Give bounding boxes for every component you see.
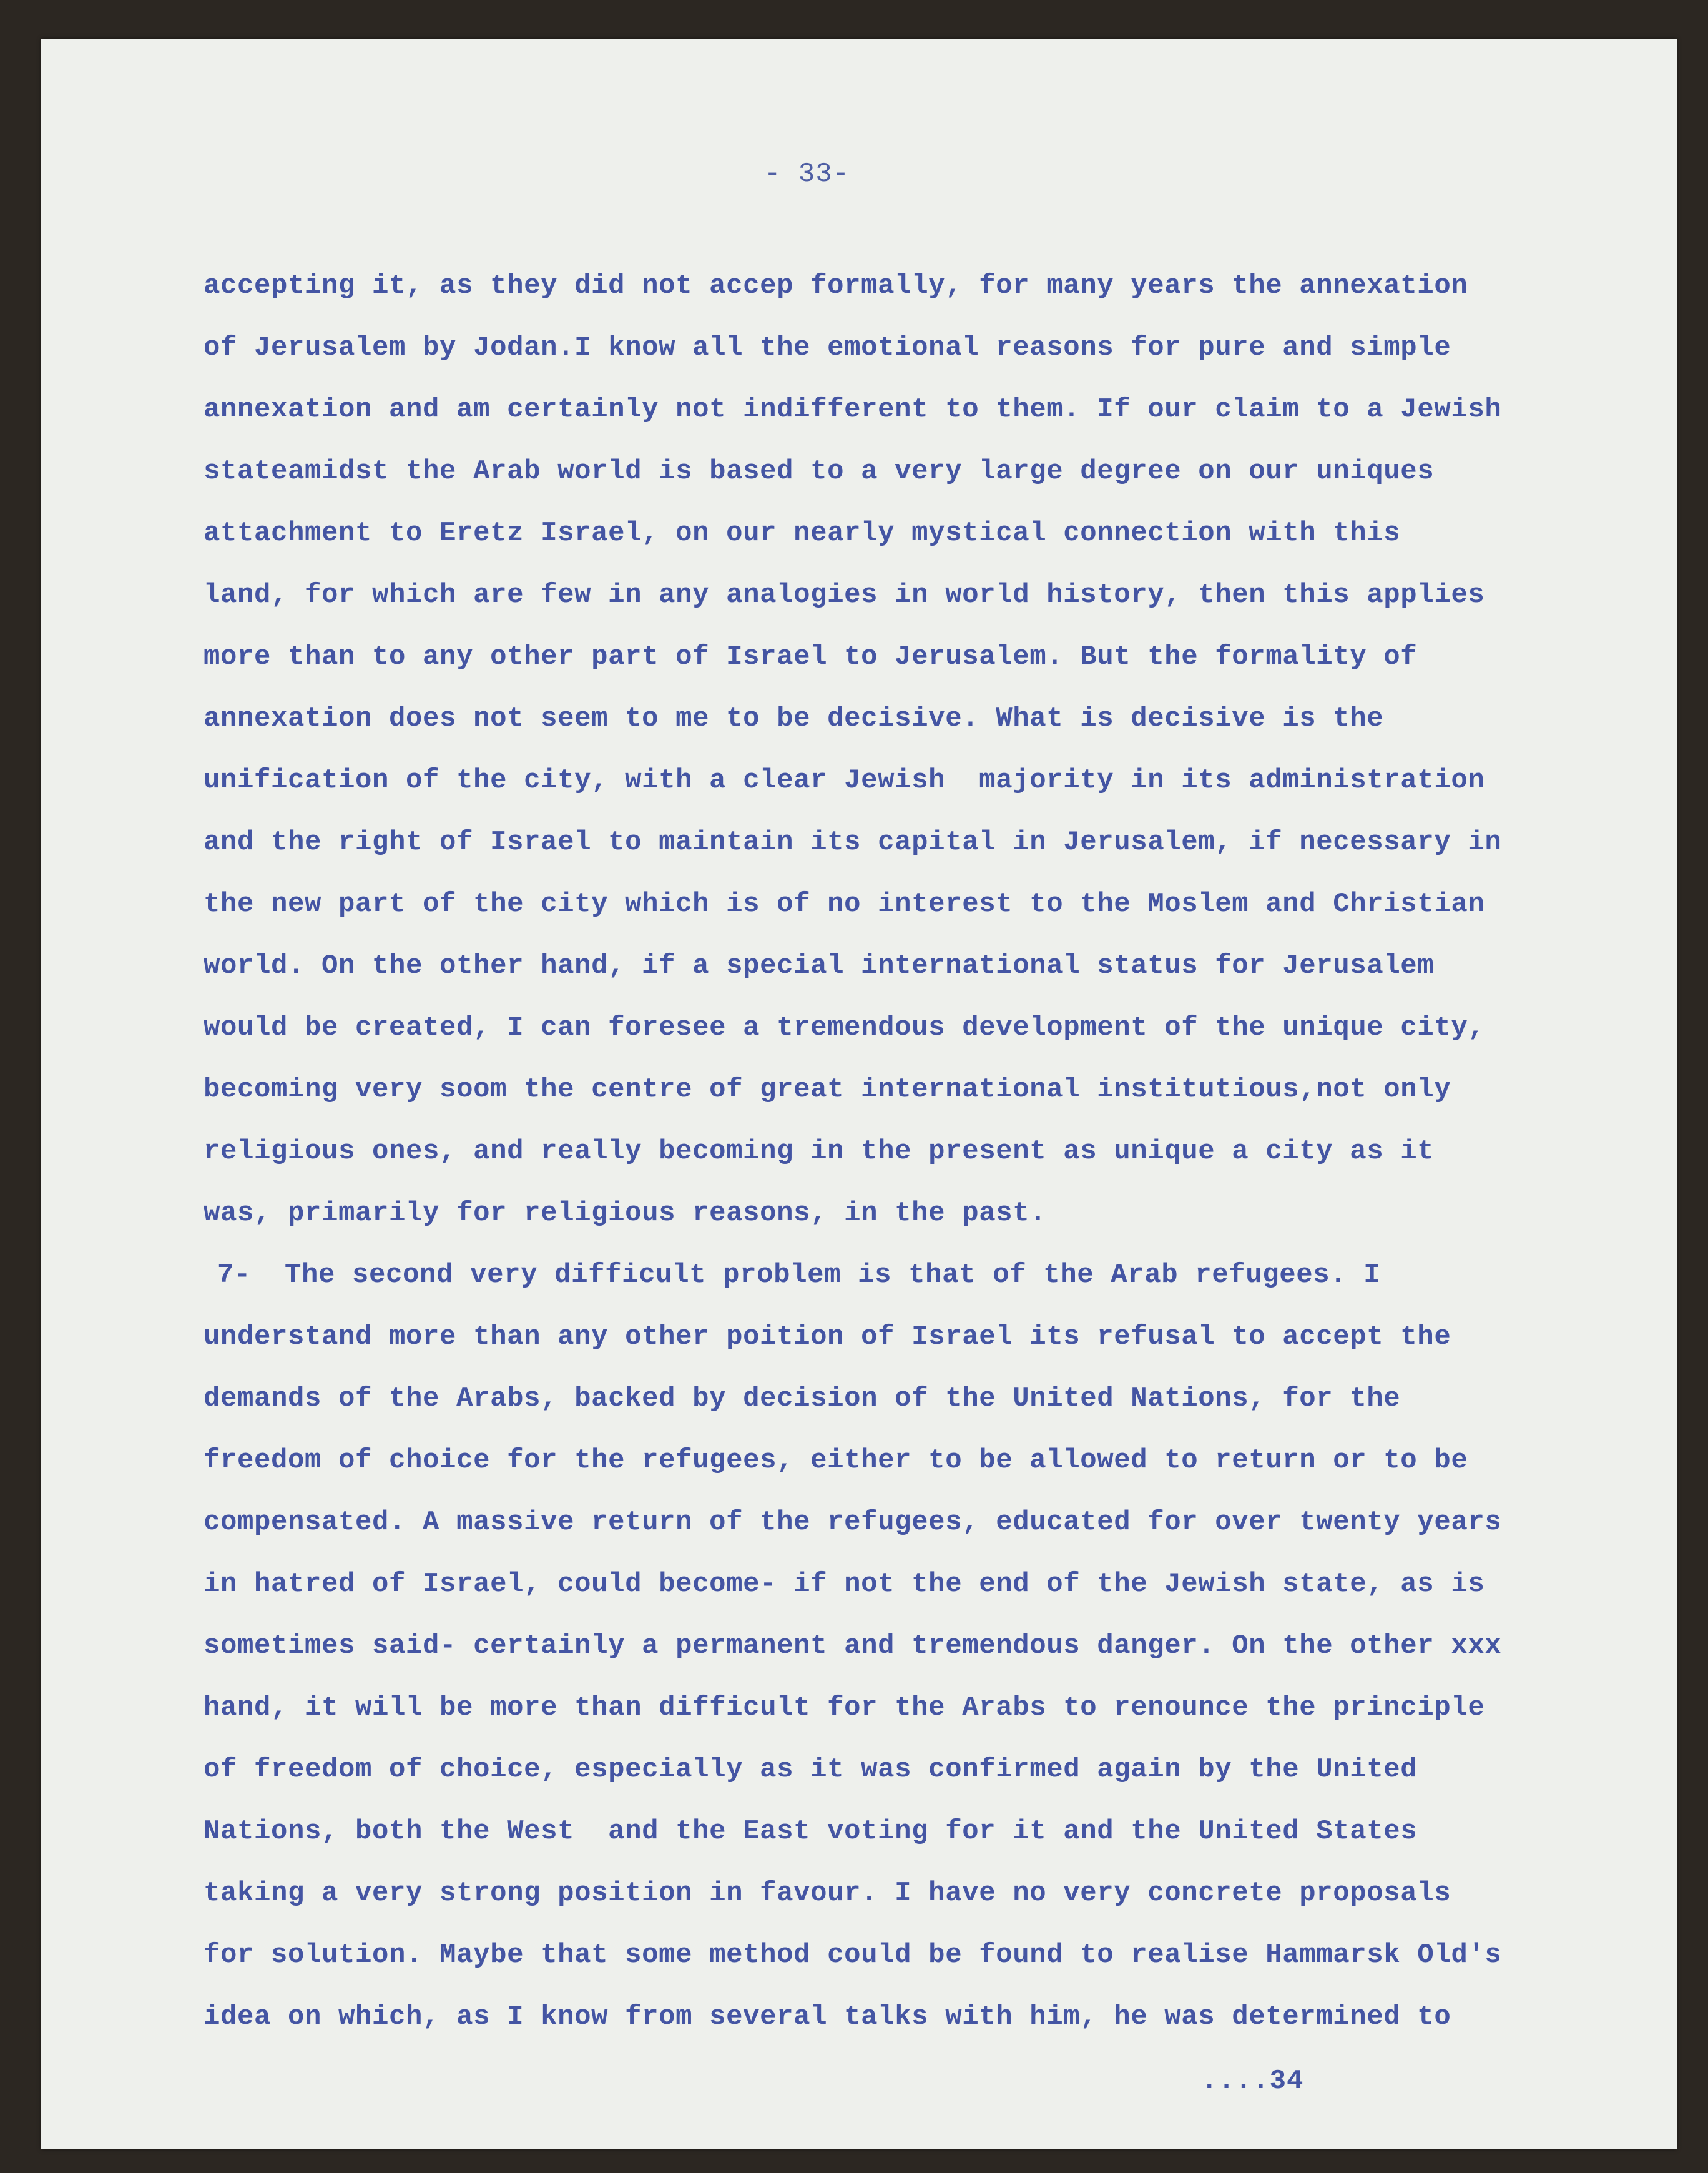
text-line: was, primarily for religious reasons, in the past. xyxy=(204,1198,1047,1229)
text-line: for solution. Maybe that some method could be found to realise Hammarsk Old's xyxy=(204,1939,1502,1971)
text-line: annexation and am certainly not indifferent to them. If our claim to a Jewish xyxy=(204,394,1502,425)
document-page xyxy=(41,39,1677,2149)
text-line: annexation does not seem to me to be decisive. What is decisive is the xyxy=(204,703,1384,734)
text-line: understand more than any other poition of Israel its refusal to accept the xyxy=(204,1321,1451,1353)
text-line: sometimes said- certainly a permanent and tremendous danger. On the other xxx xyxy=(204,1630,1502,1662)
text-line: attachment to Eretz Israel, on our nearly mystical connection with this xyxy=(204,518,1401,549)
text-line: land, for which are few in any analogies in world history, then this applies xyxy=(204,579,1485,611)
text-line: idea on which, as I know from several talks with him, he was determined to xyxy=(204,2001,1451,2033)
text-line: freedom of choice for the refugees, either to be allowed to return or to be xyxy=(204,1445,1468,1476)
text-line: compensated. A massive return of the refugees, educated for over twenty years xyxy=(204,1507,1502,1538)
text-line: demands of the Arabs, backed by decision of the United Nations, for the xyxy=(204,1383,1401,1414)
text-line: hand, it will be more than difficult for the Arabs to renounce the principle xyxy=(204,1692,1485,1723)
text-line: stateamidst the Arab world is based to a very large degree on our uniques xyxy=(204,456,1435,487)
text-line: unification of the city, with a clear Jewish majority in its administration xyxy=(204,765,1485,796)
text-line: the new part of the city which is of no interest to the Moslem and Christian xyxy=(204,889,1485,920)
typewritten-body xyxy=(204,255,1677,2048)
text-line: world. On the other hand, if a special international status for Jerusalem xyxy=(204,950,1435,982)
text-line: of freedom of choice, especially as it was confirmed again by the United xyxy=(204,1754,1418,1785)
text-line: taking a very strong position in favour. I have no very concrete proposals xyxy=(204,1878,1451,1909)
text-line: Nations, both the West and the East voting for it and the United States xyxy=(204,1816,1418,1847)
text-line: more than to any other part of Israel to Jerusalem. But the formality of xyxy=(204,641,1418,673)
text-line: of Jerusalem by Jodan.I know all the emotional reasons for pure and simple xyxy=(204,332,1451,363)
text-line: accepting it, as they did not accep formally, for many years the annexation xyxy=(204,270,1468,302)
text-line: becoming very soom the centre of great international institutious,not only xyxy=(204,1074,1451,1105)
text-line: would be created, I can foresee a tremendous development of the unique city, xyxy=(204,1012,1485,1043)
text-line: religious ones, and really becoming in the present as unique a city as it xyxy=(204,1136,1435,1167)
continuation-marker: ....34 xyxy=(1201,2066,1304,2097)
paragraph-start-line: 7- The second very difficult problem is that of the Arab refugees. I xyxy=(217,1259,1381,1291)
page-number: - 33- xyxy=(764,159,850,190)
text-line: and the right of Israel to maintain its capital in Jerusalem, if necessary in xyxy=(204,827,1502,858)
text-line: in hatred of Israel, could become- if not the end of the Jewish state, as is xyxy=(204,1569,1485,1600)
